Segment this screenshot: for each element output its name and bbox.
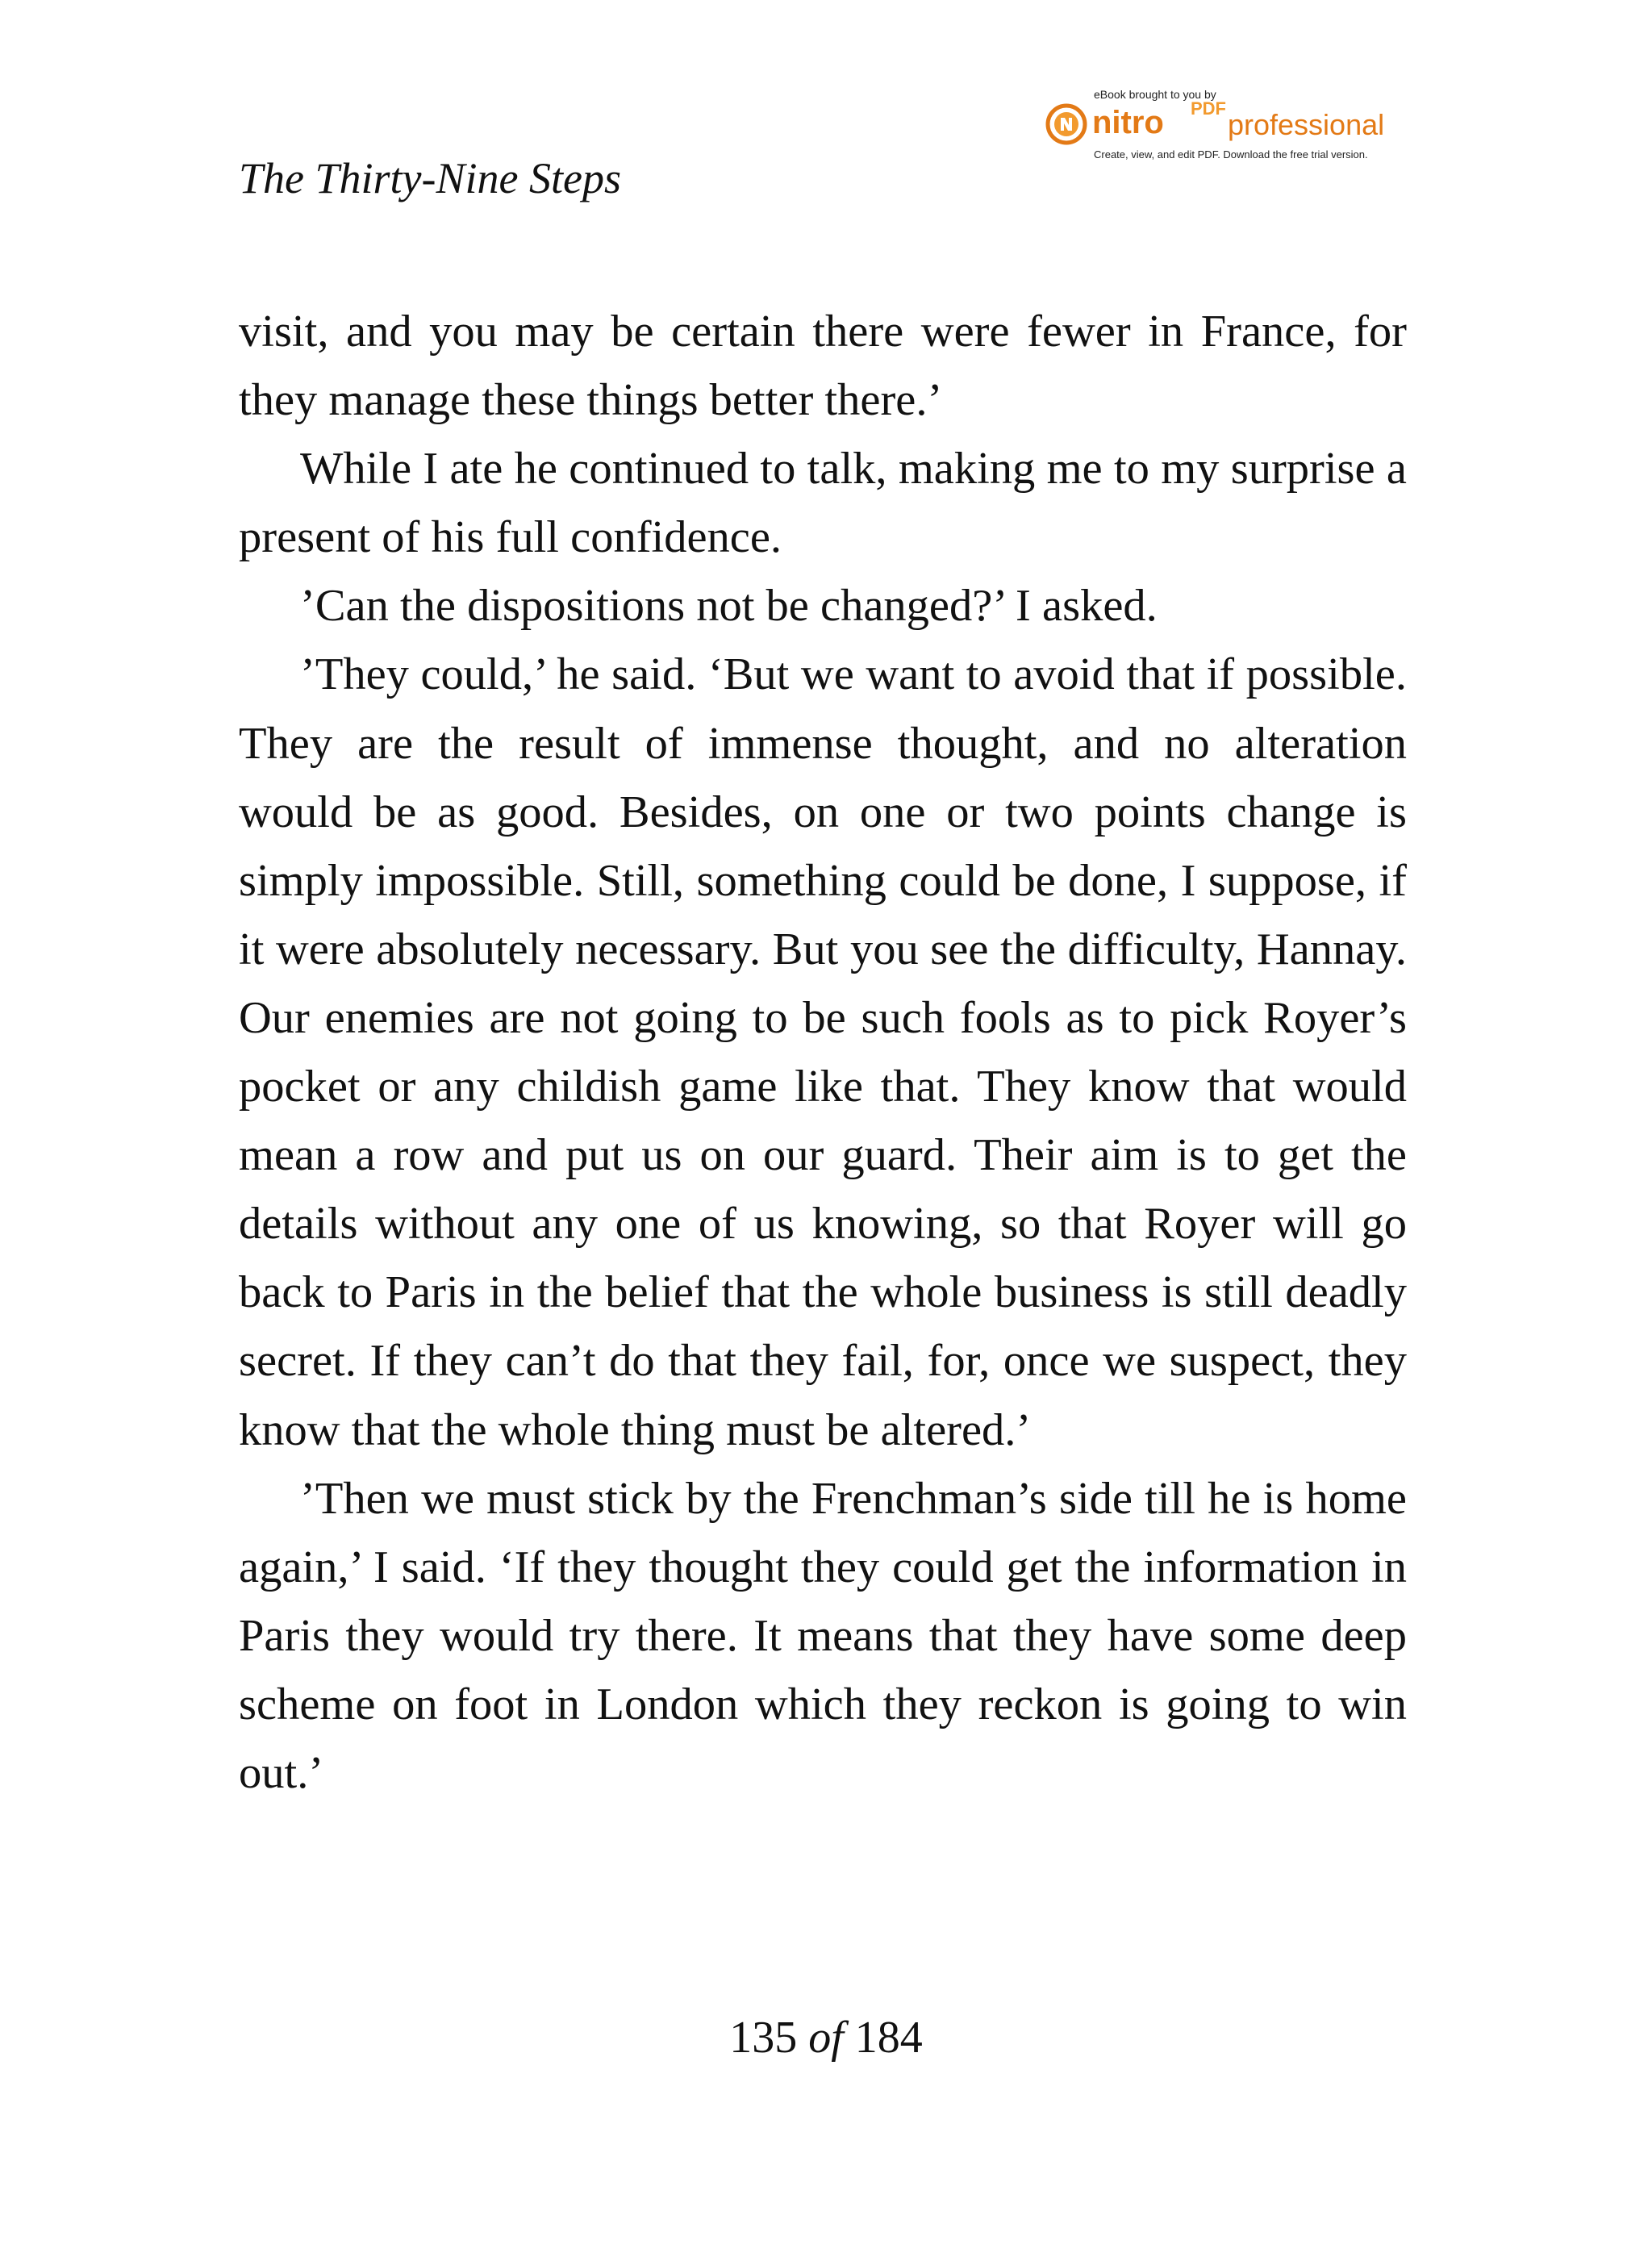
page-of-label: of [808, 2013, 844, 2063]
paragraph-5: ’Then we must stick by the Frenchman’s side till he is home again,’ I said. ‘If they thought they could get the information in Paris they would try there. It means that they have some deep scheme on foot in London which they reckon is going to win out.’ [239, 1473, 1407, 1798]
nitro-pdf-promo-banner[interactable] [1045, 87, 1416, 168]
nitro-logo-icon [1045, 103, 1087, 145]
page-number-footer [0, 2009, 1652, 2067]
total-pages-number: 184 [854, 2013, 923, 2063]
paragraph-1: visit, and you may be certain there were fewer in France, for they manage these things better there.’ [239, 307, 1407, 426]
paragraph-4: ’They could,’ he said. ‘But we want to avoid that if possible. They are the result of immense thought, and no alteration would be as good. Besides, on one or two points change is simply impossible. Still, something could be done, I suppose, if it were absolutely necessary. But you see the difficulty, Hannay. Our enemies are not going to be such fools as to pick Royer’s pocket or any childish game like that. They know that would mean a row and put us on our guard. Their aim is to get the details without any one of us knowing, so that Royer will go back to Paris in the belief that the whole business is still deadly secret. If they can’t do that they fail, for, once we suspect, they know that the whole thing must be altered.’ [239, 649, 1407, 1455]
current-page-number: 135 [729, 2013, 798, 2063]
page-body-text [239, 298, 1407, 1808]
promo-product-name: professional [1228, 108, 1385, 141]
paragraph-2: While I ate he continued to talk, making me to my surprise a present of his full confidence. [239, 444, 1407, 563]
promo-top-text: eBook brought to you by [1094, 88, 1216, 101]
promo-brand-name: nitro [1092, 105, 1164, 140]
paragraph-3: ’Can the dispositions not be changed?’ I asked. [300, 581, 1158, 632]
running-header-book-title: The Thirty-Nine Steps [239, 154, 621, 202]
promo-bottom-text: Create, view, and edit PDF. Download the free trial version. [1094, 148, 1368, 161]
promo-brand-superscript: PDF [1191, 98, 1226, 119]
